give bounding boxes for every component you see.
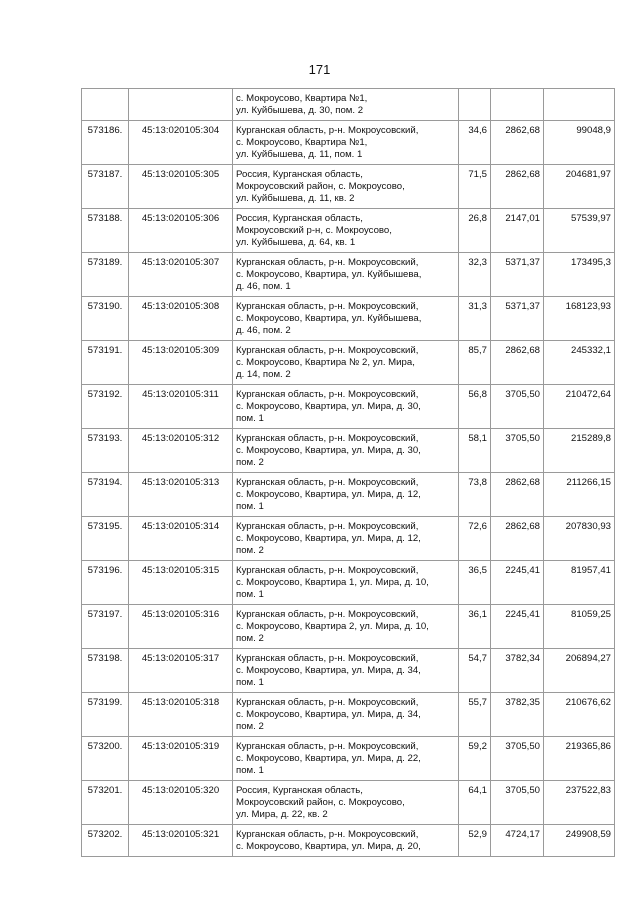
address-line: с. Мокроусово, Квартира, ул. Мира, д. 22, — [236, 753, 421, 764]
cadastral-number-cell: 45:13:020105:321 — [129, 825, 233, 857]
specific-value-cell: 3782,35 — [491, 693, 544, 737]
cadastral-number-cell: 45:13:020105:312 — [129, 429, 233, 473]
address-line: Курганская область, р-н. Мокроусовский, — [236, 741, 419, 752]
address-line: Курганская область, р-н. Мокроусовский, — [236, 125, 419, 136]
address-line: ул. Куйбышева, д. 11, пом. 1 — [236, 149, 363, 160]
table-body — [82, 89, 615, 857]
specific-value-cell: 2147,01 — [491, 209, 544, 253]
row-number-cell — [82, 89, 129, 121]
cadastral-number-cell: 45:13:020105:309 — [129, 341, 233, 385]
address-line: с. Мокроусово, Квартира, ул. Мира, д. 30, — [236, 401, 421, 412]
area-cell: 71,5 — [459, 165, 491, 209]
row-number-cell: 573202. — [82, 825, 129, 857]
address-line: с. Мокроусово, Квартира, ул. Мира, д. 30, — [236, 445, 421, 456]
specific-value-cell: 3705,50 — [491, 429, 544, 473]
cadastral-number-cell — [129, 89, 233, 121]
table-row — [82, 89, 615, 121]
address-line: Курганская область, р-н. Мокроусовский, — [236, 829, 419, 840]
table-row — [82, 561, 615, 605]
table-row — [82, 429, 615, 473]
area-cell: 59,2 — [459, 737, 491, 781]
table-row — [82, 297, 615, 341]
cadastral-value-cell: 99048,9 — [544, 121, 615, 165]
row-number-cell: 573195. — [82, 517, 129, 561]
address-line: с. Мокроусово, Квартира №1, — [236, 93, 368, 104]
table-row — [82, 121, 615, 165]
area-cell: 54,7 — [459, 649, 491, 693]
table-row — [82, 473, 615, 517]
specific-value-cell: 5371,37 — [491, 253, 544, 297]
cadastral-value-cell: 81059,25 — [544, 605, 615, 649]
address-line: Россия, Курганская область, — [236, 213, 363, 224]
cadastral-number-cell: 45:13:020105:308 — [129, 297, 233, 341]
table-row — [82, 737, 615, 781]
address-line: д. 14, пом. 2 — [236, 369, 291, 380]
address-line: с. Мокроусово, Квартира, ул. Мира, д. 34, — [236, 709, 421, 720]
cadastral-number-cell: 45:13:020105:319 — [129, 737, 233, 781]
address-line: Курганская область, р-н. Мокроусовский, — [236, 433, 419, 444]
area-cell: 58,1 — [459, 429, 491, 473]
address-cell — [233, 341, 459, 385]
address-cell — [233, 693, 459, 737]
cadastral-value-cell: 204681,97 — [544, 165, 615, 209]
address-line: д. 46, пом. 2 — [236, 325, 291, 336]
address-cell — [233, 121, 459, 165]
area-cell: 85,7 — [459, 341, 491, 385]
cadastral-number-cell: 45:13:020105:318 — [129, 693, 233, 737]
address-line: Курганская область, р-н. Мокроусовский, — [236, 565, 419, 576]
row-number-cell: 573189. — [82, 253, 129, 297]
cadastral-number-cell: 45:13:020105:304 — [129, 121, 233, 165]
address-cell — [233, 737, 459, 781]
address-cell — [233, 781, 459, 825]
address-line: д. 46, пом. 1 — [236, 281, 291, 292]
address-cell — [233, 165, 459, 209]
address-line: с. Мокроусово, Квартира, ул. Мира, д. 34, — [236, 665, 421, 676]
row-number-cell: 573193. — [82, 429, 129, 473]
area-cell: 34,6 — [459, 121, 491, 165]
specific-value-cell: 4724,17 — [491, 825, 544, 857]
address-line: пом. 1 — [236, 589, 264, 600]
address-cell — [233, 209, 459, 253]
cadastral-value-cell: 215289,8 — [544, 429, 615, 473]
specific-value-cell: 2862,68 — [491, 341, 544, 385]
cadastral-number-cell: 45:13:020105:320 — [129, 781, 233, 825]
table-row — [82, 693, 615, 737]
row-number-cell: 573196. — [82, 561, 129, 605]
address-line: ул. Куйбышева, д. 30, пом. 2 — [236, 105, 364, 116]
address-line: с. Мокроусово, Квартира, ул. Мира, д. 20, — [236, 841, 421, 852]
cadastral-number-cell: 45:13:020105:306 — [129, 209, 233, 253]
address-cell — [233, 385, 459, 429]
address-line: Курганская область, р-н. Мокроусовский, — [236, 477, 419, 488]
address-line: с. Мокроусово, Квартира 2, ул. Мира, д. 10, — [236, 621, 429, 632]
specific-value-cell: 2245,41 — [491, 605, 544, 649]
address-cell — [233, 89, 459, 121]
cadastral-value-cell: 210676,62 — [544, 693, 615, 737]
specific-value-cell: 2862,68 — [491, 517, 544, 561]
cadastral-value-cell: 237522,83 — [544, 781, 615, 825]
table-row — [82, 165, 615, 209]
row-number-cell: 573197. — [82, 605, 129, 649]
address-line: пом. 1 — [236, 413, 264, 424]
area-cell: 73,8 — [459, 473, 491, 517]
address-line: Россия, Курганская область, — [236, 169, 363, 180]
cadastral-value-cell: 219365,86 — [544, 737, 615, 781]
cadastral-value-cell: 245332,1 — [544, 341, 615, 385]
cadastral-number-cell: 45:13:020105:307 — [129, 253, 233, 297]
row-number-cell: 573186. — [82, 121, 129, 165]
table-row — [82, 209, 615, 253]
area-cell: 36,5 — [459, 561, 491, 605]
address-line: Россия, Курганская область, — [236, 785, 363, 796]
cadastral-value-cell: 210472,64 — [544, 385, 615, 429]
cadastral-value-cell: 173495,3 — [544, 253, 615, 297]
row-number-cell: 573192. — [82, 385, 129, 429]
address-line: пом. 1 — [236, 677, 264, 688]
area-cell: 72,6 — [459, 517, 491, 561]
table-row — [82, 253, 615, 297]
page-number: 171 — [308, 62, 331, 77]
address-line: ул. Куйбышева, д. 64, кв. 1 — [236, 237, 356, 248]
area-cell: 36,1 — [459, 605, 491, 649]
specific-value-cell: 3705,50 — [491, 385, 544, 429]
specific-value-cell: 5371,37 — [491, 297, 544, 341]
area-cell: 26,8 — [459, 209, 491, 253]
address-cell — [233, 605, 459, 649]
address-cell — [233, 825, 459, 857]
table-row — [82, 385, 615, 429]
cadastral-number-cell: 45:13:020105:317 — [129, 649, 233, 693]
table-row — [82, 649, 615, 693]
area-cell — [459, 89, 491, 121]
cadastral-number-cell: 45:13:020105:315 — [129, 561, 233, 605]
table-row — [82, 825, 615, 857]
row-number-cell: 573188. — [82, 209, 129, 253]
cadastral-number-cell: 45:13:020105:311 — [129, 385, 233, 429]
cadastral-number-cell: 45:13:020105:313 — [129, 473, 233, 517]
address-line: ул. Мира, д. 22, кв. 2 — [236, 809, 328, 820]
address-line: с. Мокроусово, Квартира, ул. Мира, д. 12, — [236, 489, 421, 500]
specific-value-cell: 2862,68 — [491, 165, 544, 209]
address-cell — [233, 473, 459, 517]
address-line: пом. 1 — [236, 765, 264, 776]
address-line: Курганская область, р-н. Мокроусовский, — [236, 697, 419, 708]
address-line: пом. 2 — [236, 457, 264, 468]
specific-value-cell: 2862,68 — [491, 121, 544, 165]
address-line: Курганская область, р-н. Мокроусовский, — [236, 301, 419, 312]
row-number-cell: 573201. — [82, 781, 129, 825]
specific-value-cell: 3782,34 — [491, 649, 544, 693]
address-line: Мокроусовский район, с. Мокроусово, — [236, 181, 405, 192]
area-cell: 56,8 — [459, 385, 491, 429]
cadastral-value-table — [81, 88, 615, 857]
area-cell: 64,1 — [459, 781, 491, 825]
specific-value-cell: 3705,50 — [491, 781, 544, 825]
address-cell — [233, 649, 459, 693]
address-line: с. Мокроусово, Квартира, ул. Куйбышева, — [236, 313, 422, 324]
address-line: с. Мокроусово, Квартира № 2, ул. Мира, — [236, 357, 415, 368]
cadastral-value-cell: 168123,93 — [544, 297, 615, 341]
address-cell — [233, 517, 459, 561]
cadastral-value-cell: 249908,59 — [544, 825, 615, 857]
address-cell — [233, 297, 459, 341]
address-cell — [233, 429, 459, 473]
area-cell: 55,7 — [459, 693, 491, 737]
address-line: с. Мокроусово, Квартира 1, ул. Мира, д. 10, — [236, 577, 429, 588]
address-line: Курганская область, р-н. Мокроусовский, — [236, 653, 419, 664]
address-line: Курганская область, р-н. Мокроусовский, — [236, 389, 419, 400]
cadastral-value-cell: 57539,97 — [544, 209, 615, 253]
address-line: пом. 2 — [236, 721, 264, 732]
specific-value-cell: 2245,41 — [491, 561, 544, 605]
address-line: Мокроусовский район, с. Мокроусово, — [236, 797, 405, 808]
cadastral-value-cell: 206894,27 — [544, 649, 615, 693]
address-line: Курганская область, р-н. Мокроусовский, — [236, 345, 419, 356]
table-row — [82, 341, 615, 385]
row-number-cell: 573194. — [82, 473, 129, 517]
area-cell: 31,3 — [459, 297, 491, 341]
address-line: ул. Куйбышева, д. 11, кв. 2 — [236, 193, 355, 204]
cadastral-number-cell: 45:13:020105:316 — [129, 605, 233, 649]
row-number-cell: 573190. — [82, 297, 129, 341]
specific-value-cell: 3705,50 — [491, 737, 544, 781]
address-line: с. Мокроусово, Квартира, ул. Мира, д. 12, — [236, 533, 421, 544]
area-cell: 32,3 — [459, 253, 491, 297]
cadastral-value-cell: 207830,93 — [544, 517, 615, 561]
row-number-cell: 573187. — [82, 165, 129, 209]
row-number-cell: 573198. — [82, 649, 129, 693]
cadastral-value-cell: 81957,41 — [544, 561, 615, 605]
row-number-cell: 573199. — [82, 693, 129, 737]
address-line: Курганская область, р-н. Мокроусовский, — [236, 257, 419, 268]
address-line: пом. 1 — [236, 501, 264, 512]
address-line: пом. 2 — [236, 633, 264, 644]
specific-value-cell: 2862,68 — [491, 473, 544, 517]
address-line: с. Мокроусово, Квартира №1, — [236, 137, 368, 148]
address-line: Курганская область, р-н. Мокроусовский, — [236, 521, 419, 532]
cadastral-number-cell: 45:13:020105:305 — [129, 165, 233, 209]
address-line: с. Мокроусово, Квартира, ул. Куйбышева, — [236, 269, 422, 280]
address-line: Мокроусовский р-н, с. Мокроусово, — [236, 225, 392, 236]
address-line: пом. 2 — [236, 545, 264, 556]
address-line: Курганская область, р-н. Мокроусовский, — [236, 609, 419, 620]
table-row — [82, 517, 615, 561]
table-row — [82, 605, 615, 649]
row-number-cell: 573200. — [82, 737, 129, 781]
area-cell: 52,9 — [459, 825, 491, 857]
specific-value-cell — [491, 89, 544, 121]
row-number-cell: 573191. — [82, 341, 129, 385]
cadastral-value-cell — [544, 89, 615, 121]
cadastral-value-cell: 211266,15 — [544, 473, 615, 517]
table-row — [82, 781, 615, 825]
address-cell — [233, 561, 459, 605]
address-cell — [233, 253, 459, 297]
cadastral-number-cell: 45:13:020105:314 — [129, 517, 233, 561]
